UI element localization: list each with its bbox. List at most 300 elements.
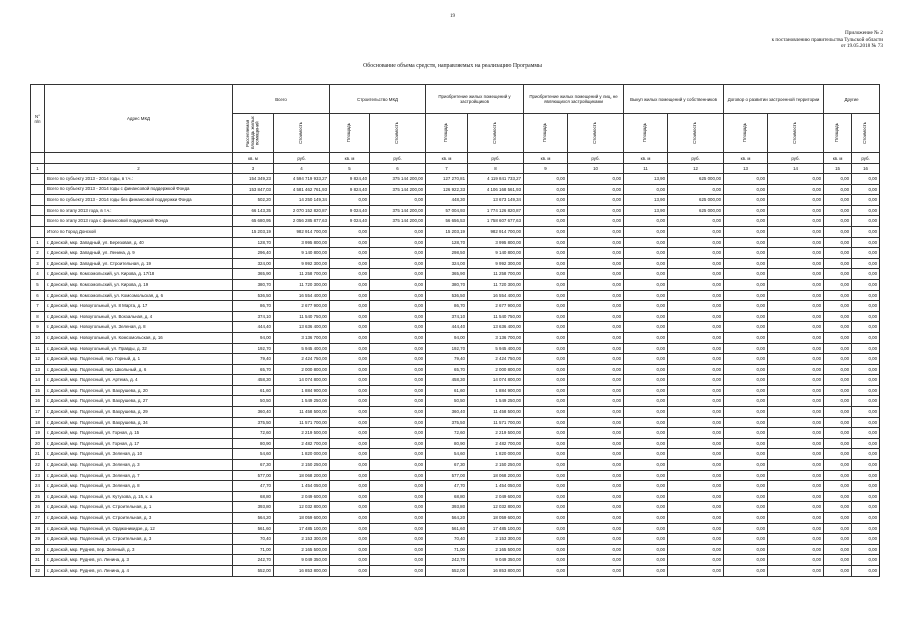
value-cell: 0,00 [568,258,624,269]
value-cell: 0,00 [724,534,768,545]
value-cell: 0,00 [768,248,824,259]
value-cell: 0,00 [768,332,824,343]
value-cell: 0,00 [724,205,768,216]
table-row [31,396,880,407]
value-cell: 0,00 [768,216,824,227]
value-cell: 71,00 [426,544,468,555]
value-cell: 0,00 [824,343,852,354]
value-cell: 0,00 [852,364,880,375]
value-cell: 536,50 [426,290,468,301]
value-cell: 0,00 [852,417,880,428]
unit-cell: кв. м [724,153,768,164]
table-row [31,195,880,206]
value-cell: 13,90 [624,195,668,206]
value-cell: 0,00 [568,417,624,428]
column-number: 2 [45,164,233,174]
table-row [31,205,880,216]
value-cell: 0,00 [824,534,852,545]
value-cell: 79,40 [233,354,274,365]
value-cell: 982 914 700,00 [274,226,330,237]
value-cell: 0,00 [668,438,724,449]
value-cell: 2 482 700,00 [274,438,330,449]
value-cell: 0,00 [768,269,824,280]
value-cell: 0,00 [370,343,426,354]
value-cell: 0,00 [768,502,824,513]
value-cell: 0,00 [524,396,568,407]
value-cell: 0,00 [370,301,426,312]
value-cell: 0,00 [824,502,852,513]
value-cell: 0,00 [370,375,426,386]
value-cell: 0,00 [852,354,880,365]
value-cell: 0,00 [568,322,624,333]
program-funding-table [30,84,880,577]
value-cell: 982 914 700,00 [468,226,524,237]
value-cell: 0,00 [852,523,880,534]
value-cell: 375 144 200,00 [370,216,426,227]
row-address: Всего по субъекту 2013 - 2014 годы без финансовой поддержки Фонда [45,195,233,206]
value-cell: 0,00 [370,311,426,322]
value-cell: 0,00 [724,301,768,312]
value-cell: 0,00 [624,460,668,471]
row-address: г. Донской, мкр. Подлесный, ул. Зеленая, д. 3 [45,460,233,471]
value-cell: 11 571 700,00 [274,417,330,428]
value-cell: 0,00 [624,449,668,460]
value-cell: 0,00 [852,375,880,386]
value-cell: 0,00 [524,184,568,195]
value-cell: 0,00 [330,354,370,365]
row-address: Итого по Город Донской [45,226,233,237]
value-cell: 375 144 200,00 [370,174,426,185]
row-number [31,216,45,227]
subheader-cost: Стоимость [370,114,426,153]
value-cell: 0,00 [568,470,624,481]
value-cell: 0,00 [724,258,768,269]
value-cell: 0,00 [370,491,426,502]
value-cell: 0,00 [668,354,724,365]
value-cell: 0,00 [852,237,880,248]
value-cell: 4 119 841 733,27 [468,174,524,185]
value-cell: 0,00 [768,311,824,322]
value-cell: 502,20 [233,195,274,206]
value-cell: 0,00 [724,332,768,343]
table-row [31,184,880,195]
value-cell: 448,30 [426,195,468,206]
value-cell: 0,00 [768,565,824,576]
value-cell: 0,00 [824,438,852,449]
value-cell: 16 554 400,00 [468,290,524,301]
value-cell: 0,00 [624,226,668,237]
value-cell: 375 144 200,00 [370,184,426,195]
value-cell: 0,00 [668,364,724,375]
column-number: 8 [468,164,524,174]
value-cell: 0,00 [724,322,768,333]
value-cell: 0,00 [852,460,880,471]
subheader-cost: Стоимость [852,114,880,153]
value-cell: 2 219 500,00 [274,428,330,439]
row-number: 31 [31,555,45,566]
value-cell: 0,00 [852,565,880,576]
value-cell: 0,00 [768,279,824,290]
table-row [31,385,880,396]
value-cell: 2 165 500,00 [274,544,330,555]
table-row [31,491,880,502]
value-cell: 13,90 [624,174,668,185]
value-cell: 0,00 [624,544,668,555]
row-number: 20 [31,438,45,449]
value-cell: 0,00 [370,279,426,290]
value-cell: 0,00 [330,396,370,407]
row-number: 2 [31,248,45,259]
value-cell: 3 136 700,00 [274,332,330,343]
row-address: г. Донской, мкр. Подлесный, ул. Орджоникидзе, д. 12 [45,523,233,534]
value-cell: 16 554 400,00 [274,290,330,301]
value-cell: 0,00 [724,513,768,524]
subheader-cost: Стоимость [274,114,330,153]
table-row [31,279,880,290]
value-cell: 0,00 [724,481,768,492]
row-number: 8 [31,311,45,322]
row-address: г. Донской, мкр. Новоугольный, ул. Вокзальная, д. 4 [45,311,233,322]
table-row [31,565,880,576]
value-cell: 552,00 [233,565,274,576]
value-cell: 0,00 [524,195,568,206]
value-cell: 0,00 [852,396,880,407]
row-address: г. Донской, мкр. Подлесный, ул. Зеленая, д. 8 [45,481,233,492]
unit-cell: руб. [568,153,624,164]
value-cell: 0,00 [330,343,370,354]
value-cell: 2 150 250,00 [468,460,524,471]
value-cell: 4 594 719 933,27 [274,174,330,185]
value-cell: 0,00 [768,396,824,407]
value-cell: 17 485 100,00 [274,523,330,534]
table-row [31,311,880,322]
value-cell: 0,00 [852,407,880,418]
value-cell: 0,00 [624,513,668,524]
value-cell: 0,00 [768,301,824,312]
value-cell: 67,30 [426,460,468,471]
value-cell: 0,00 [330,449,370,460]
value-cell: 0,00 [824,290,852,301]
table-row [31,216,880,227]
header-purchase-developers: Приобретение жилых помещений у застройщиков [426,85,524,114]
value-cell: 577,00 [426,470,468,481]
value-cell: 0,00 [330,332,370,343]
value-cell: 0,00 [824,481,852,492]
value-cell: 0,00 [524,438,568,449]
value-cell: 1 774 126 820,87 [468,205,524,216]
value-cell: 0,00 [330,248,370,259]
appendix-line: Приложение № 2 [845,30,883,36]
value-cell: 18 068 200,00 [274,470,330,481]
value-cell: 13 673 149,34 [468,195,524,206]
value-cell: 0,00 [568,565,624,576]
value-cell: 0,00 [824,491,852,502]
value-cell: 0,00 [852,491,880,502]
table-row [31,322,880,333]
value-cell: 0,00 [524,385,568,396]
subheader-area: Площадь [724,114,768,153]
value-cell: 0,00 [624,555,668,566]
column-number: 5 [330,164,370,174]
value-cell: 0,00 [624,565,668,576]
value-cell: 0,00 [852,332,880,343]
value-cell: 0,00 [624,407,668,418]
value-cell: 0,00 [824,385,852,396]
value-cell: 0,00 [524,481,568,492]
value-cell: 0,00 [330,290,370,301]
value-cell: 154 349,23 [233,174,274,185]
value-cell: 0,00 [768,460,824,471]
value-cell: 0,00 [768,385,824,396]
table-row [31,343,880,354]
value-cell: 0,00 [768,523,824,534]
row-address: г. Донской, мкр. Подлесный, ул. Вахрушева, д. 20 [45,385,233,396]
row-address: г. Донской, мкр. Новоугольный, ул. Комсомольская, д. 16 [45,332,233,343]
value-cell: 0,00 [524,322,568,333]
value-cell: 11 571 700,00 [468,417,524,428]
value-cell: 0,00 [724,449,768,460]
value-cell: 0,00 [568,332,624,343]
value-cell: 0,00 [568,385,624,396]
value-cell: 0,00 [668,184,724,195]
value-cell: 0,00 [852,269,880,280]
row-number [31,174,45,185]
value-cell: 0,00 [724,226,768,237]
value-cell: 0,00 [852,248,880,259]
value-cell: 50,50 [233,396,274,407]
value-cell: 0,00 [824,216,852,227]
row-number: 7 [31,301,45,312]
value-cell: 5 945 400,00 [274,343,330,354]
subheader-cost: Стоимость [768,114,824,153]
row-address: г. Донской, мкр. Подлесный, ул. Строительная, д. 3 [45,513,233,524]
row-number: 28 [31,523,45,534]
value-cell: 0,00 [370,417,426,428]
column-number: 12 [668,164,724,174]
row-number: 19 [31,428,45,439]
value-cell: 0,00 [330,481,370,492]
row-address: г. Донской, мкр. Западный, ул. Ленина, д. 9 [45,248,233,259]
value-cell: 79,40 [426,354,468,365]
value-cell: 0,00 [768,428,824,439]
value-cell: 0,00 [624,375,668,386]
subheader-cost: Стоимость [468,114,524,153]
unit-cell: кв. м [824,153,852,164]
header-territory-development: Договор о развитии застроенной территории [724,85,824,114]
value-cell: 0,00 [768,470,824,481]
row-address: г. Донской, мкр. Подлесный, ул. Зеленая, д. 10 [45,449,233,460]
value-cell: 0,00 [624,428,668,439]
value-cell: 0,00 [330,311,370,322]
value-cell: 2 153 300,00 [274,534,330,545]
value-cell: 0,00 [824,195,852,206]
unit-cell: кв. м [233,153,274,164]
value-cell: 0,00 [524,534,568,545]
value-cell: 0,00 [524,174,568,185]
value-cell: 0,00 [370,513,426,524]
row-address: г. Донской, мкр. Руднев, пер. Зеленый, д. 3 [45,544,233,555]
value-cell: 18 059 600,00 [468,513,524,524]
value-cell: 0,00 [668,523,724,534]
header-owners-payment: Выкуп жилых помещений у собственников [624,85,724,114]
value-cell: 0,00 [568,216,624,227]
value-cell: 0,00 [668,534,724,545]
column-number: 16 [852,164,880,174]
value-cell: 0,00 [768,195,824,206]
value-cell: 0,00 [568,195,624,206]
value-cell: 0,00 [568,279,624,290]
value-cell: 0,00 [370,428,426,439]
subheader-cost: Стоимость [568,114,624,153]
value-cell: 0,00 [852,438,880,449]
column-number: 11 [624,164,668,174]
value-cell: 0,00 [668,396,724,407]
value-cell: 0,00 [724,502,768,513]
header-address: Адрес МКД [45,85,233,153]
row-number [31,205,45,216]
value-cell: 0,00 [524,279,568,290]
value-cell: 0,00 [668,343,724,354]
value-cell: 0,00 [768,354,824,365]
value-cell: 2 000 800,00 [274,364,330,375]
value-cell: 0,00 [330,491,370,502]
value-cell: 0,00 [330,470,370,481]
value-cell: 0,00 [852,216,880,227]
value-cell: 0,00 [524,565,568,576]
row-number: 12 [31,354,45,365]
unit-cell: кв. м [524,153,568,164]
row-number: 4 [31,269,45,280]
value-cell: 0,00 [724,544,768,555]
value-cell: 11 540 750,00 [274,311,330,322]
value-cell: 9 140 800,00 [274,248,330,259]
row-number: 27 [31,513,45,524]
value-cell: 380,70 [233,279,274,290]
value-cell: 0,00 [824,565,852,576]
row-number [31,226,45,237]
value-cell: 0,00 [330,428,370,439]
value-cell: 0,00 [852,301,880,312]
value-cell: 0,00 [624,502,668,513]
value-cell: 0,00 [852,205,880,216]
value-cell: 324,00 [233,258,274,269]
value-cell: 68,80 [233,491,274,502]
value-cell: 0,00 [370,565,426,576]
value-cell: 0,00 [768,438,824,449]
table-row [31,544,880,555]
value-cell: 0,00 [824,396,852,407]
value-cell: 0,00 [824,407,852,418]
row-address: Всего по субъекту 2013 - 2014 годы, в т.ч.: [45,174,233,185]
row-number: 22 [31,460,45,471]
value-cell: 153 847,03 [233,184,274,195]
value-cell: 0,00 [852,449,880,460]
value-cell: 0,00 [724,417,768,428]
row-address: г. Донской, мкр. Подлесный, ул. Кутузова, д. 15, к. а [45,491,233,502]
value-cell: 0,00 [330,237,370,248]
value-cell: 0,00 [568,375,624,386]
value-cell: 2 056 285 877,63 [274,216,330,227]
row-address: г. Донской, мкр. Комсомольский, ул. Кирова, д. 17/18 [45,269,233,280]
value-cell: 0,00 [824,428,852,439]
value-cell: 0,00 [668,565,724,576]
value-cell: 0,00 [624,481,668,492]
value-cell: 1 758 607 677,63 [468,216,524,227]
value-cell: 0,00 [568,481,624,492]
value-cell: 0,00 [624,184,668,195]
row-address: г. Донской, мкр. Западный, ул. Березовая, д. 40 [45,237,233,248]
value-cell: 564,20 [426,513,468,524]
value-cell: 0,00 [624,438,668,449]
row-address: г. Донской, мкр. Новоугольный, ул. Зеленая, д. 8 [45,322,233,333]
value-cell: 0,00 [568,555,624,566]
value-cell: 0,00 [852,555,880,566]
value-cell: 11 458 500,00 [468,407,524,418]
value-cell: 0,00 [370,449,426,460]
table-row [31,438,880,449]
value-cell: 0,00 [824,449,852,460]
value-cell: 0,00 [524,354,568,365]
value-cell: 5 945 400,00 [468,343,524,354]
value-cell: 0,00 [524,258,568,269]
value-cell: 0,00 [852,534,880,545]
value-cell: 0,00 [724,343,768,354]
value-cell: 0,00 [724,407,768,418]
value-cell: 0,00 [724,523,768,534]
value-cell: 0,00 [824,301,852,312]
value-cell: 2 000 800,00 [468,364,524,375]
value-cell: 0,00 [852,513,880,524]
table-row [31,290,880,301]
value-cell: 375 144 200,00 [370,205,426,216]
value-cell: 0,00 [330,513,370,524]
value-cell: 0,00 [668,417,724,428]
row-number: 13 [31,364,45,375]
value-cell: 458,30 [426,375,468,386]
value-cell: 2 150 250,00 [274,460,330,471]
value-cell: 0,00 [668,460,724,471]
row-address: г. Донской, мкр. Подлесный, ул. Горная, д. 17 [45,438,233,449]
row-number: 25 [31,491,45,502]
value-cell: 0,00 [668,491,724,502]
value-cell: 393,80 [426,502,468,513]
row-address: г. Донской, мкр. Новоугольный, ул. 8 Марта, д. 17 [45,301,233,312]
value-cell: 0,00 [724,385,768,396]
row-address: г. Донской, мкр. Подлесный, ул. Вахрушева, д. 29 [45,407,233,418]
value-cell: 0,00 [624,534,668,545]
value-cell: 393,80 [233,502,274,513]
value-cell: 0,00 [524,428,568,439]
value-cell: 0,00 [624,364,668,375]
value-cell: 0,00 [724,248,768,259]
value-cell: 0,00 [370,544,426,555]
value-cell: 2 049 600,00 [274,491,330,502]
value-cell: 0,00 [724,195,768,206]
value-cell: 0,00 [668,279,724,290]
value-cell: 0,00 [768,343,824,354]
value-cell: 1 549 250,00 [274,396,330,407]
value-cell: 0,00 [724,428,768,439]
value-cell: 374,10 [233,311,274,322]
value-cell: 16 853 800,00 [274,565,330,576]
value-cell: 0,00 [724,311,768,322]
value-cell: 0,00 [668,258,724,269]
value-cell: 0,00 [768,322,824,333]
value-cell: 0,00 [852,279,880,290]
value-cell: 9 824,40 [330,174,370,185]
value-cell: 0,00 [668,428,724,439]
unit-cell: руб. [370,153,426,164]
